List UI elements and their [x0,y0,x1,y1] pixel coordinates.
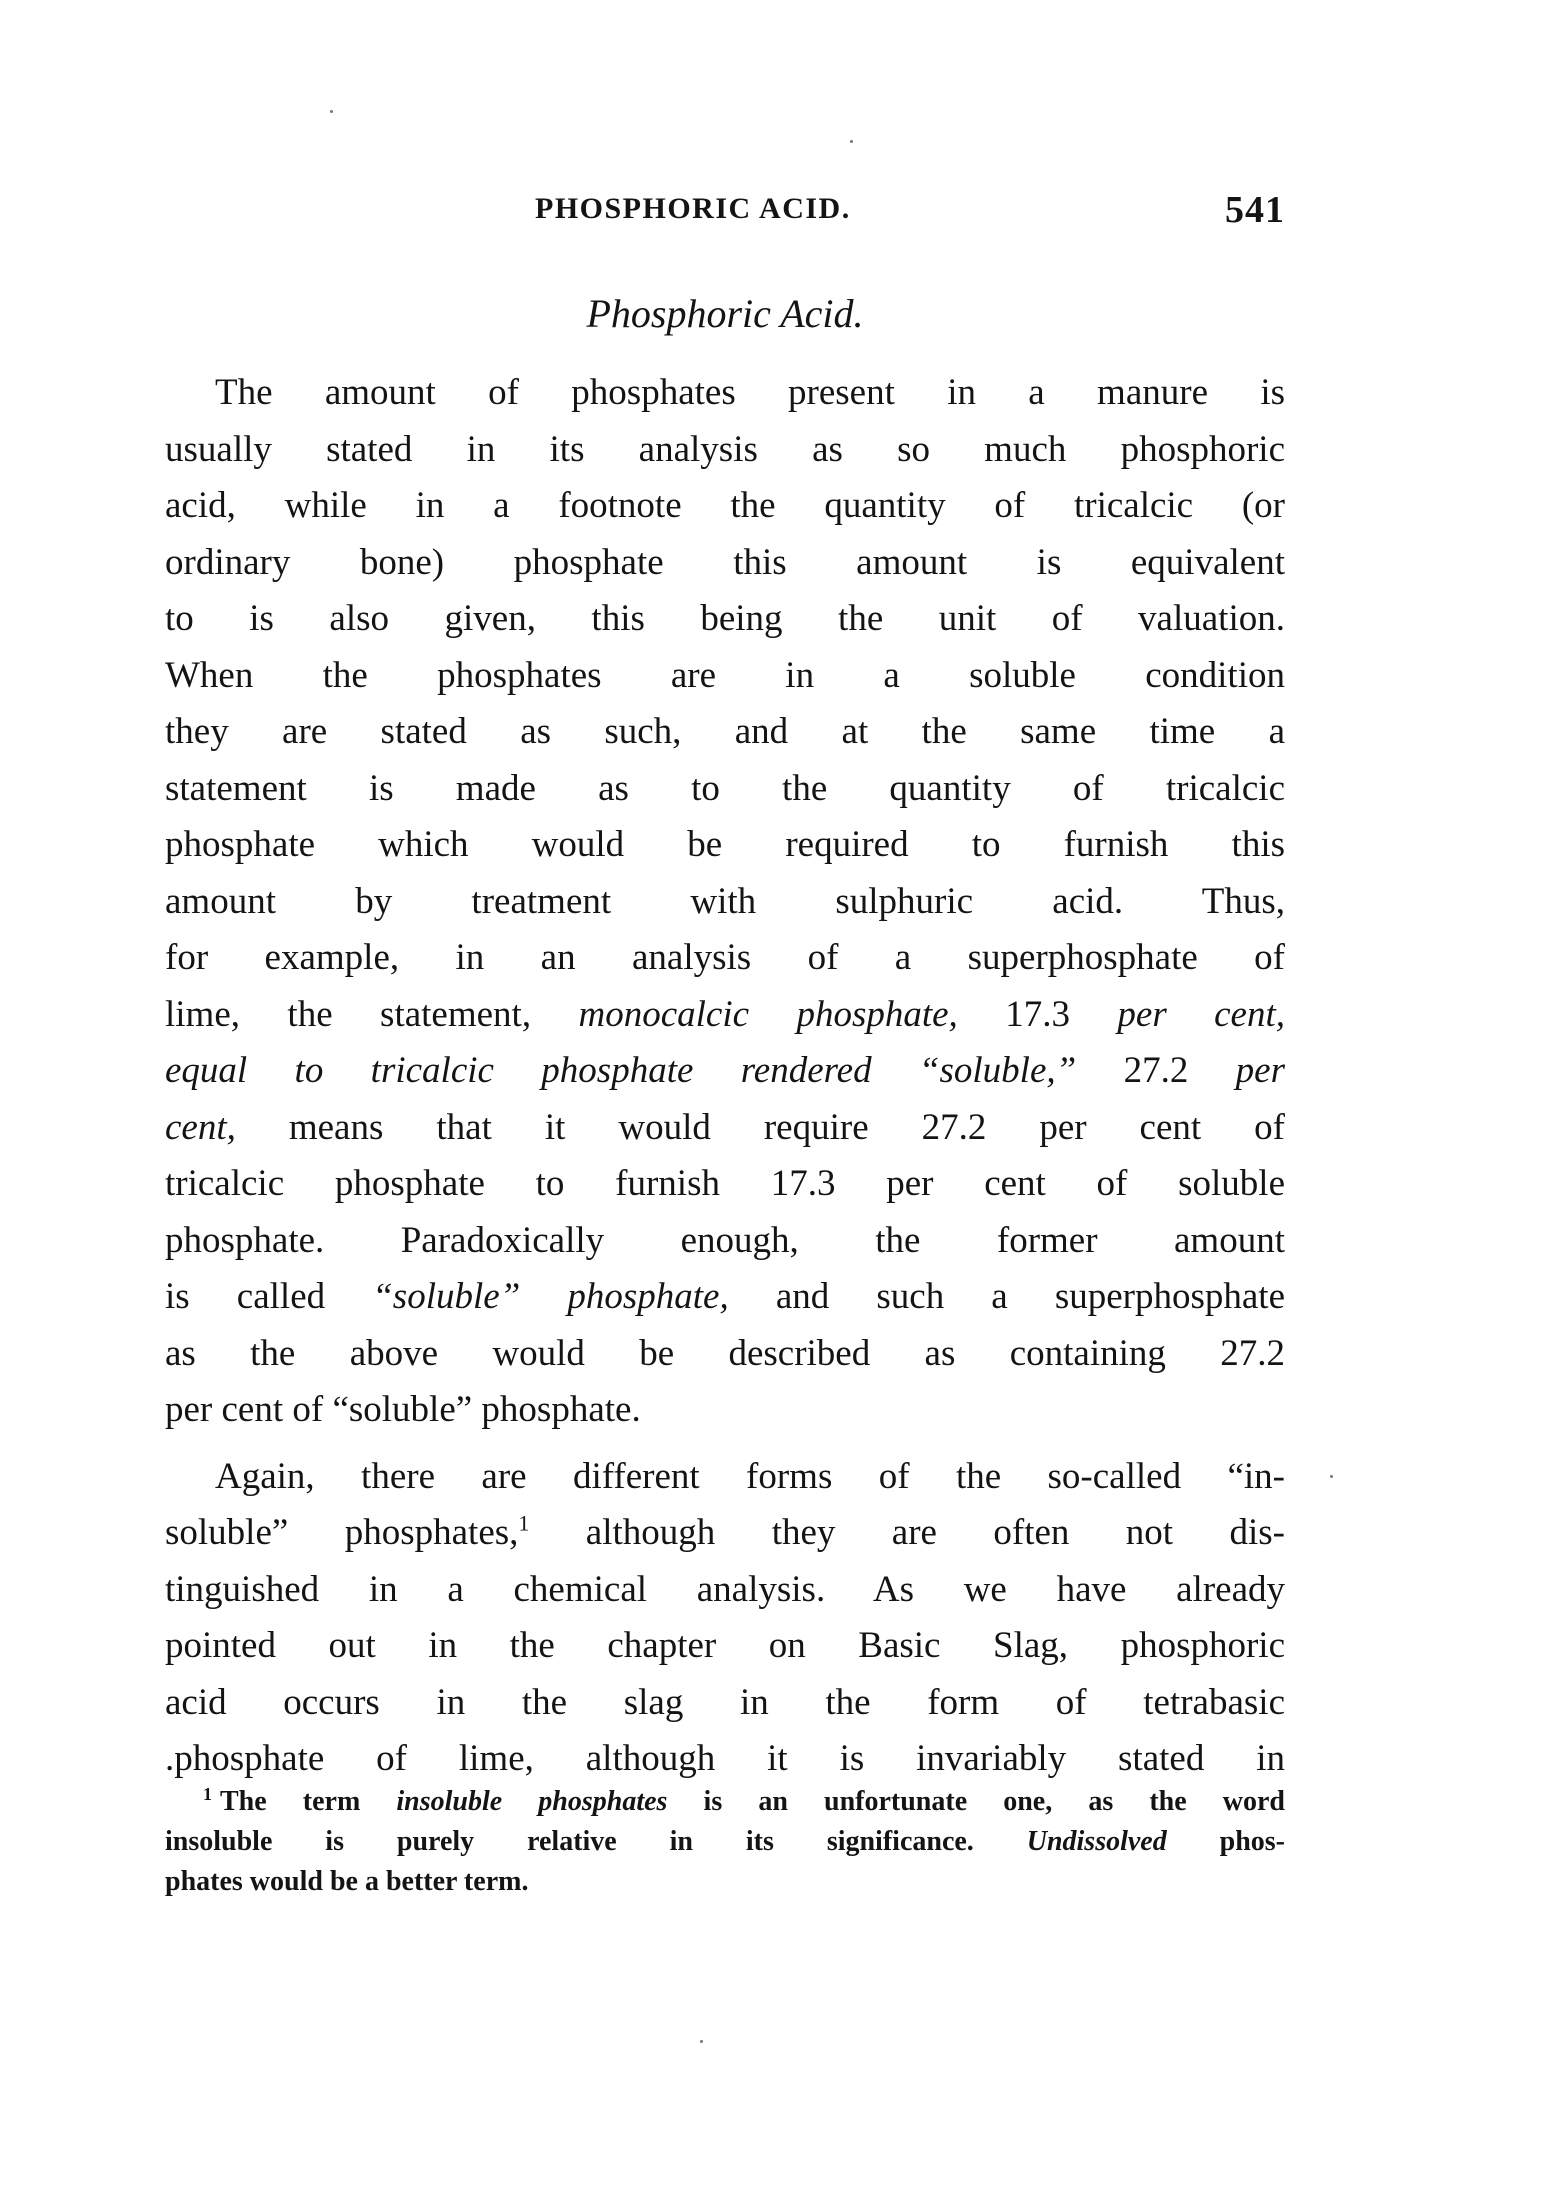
page-number: 541 [1225,189,1285,231]
paragraph-1-line: for example, in an analysis of a superphosphate of [165,937,1285,978]
paragraph-1-line: The amount of phosphates present in a manure is [215,372,1285,413]
paragraph-1-line [165,1043,1285,1100]
italic-run: cent, [165,1106,236,1148]
italic-run: insoluble phosphates [396,1786,668,1817]
scan-speck [850,140,853,143]
paragraph-1-line: tricalcic phosphate to furnish 17.3 per cent of soluble [165,1163,1285,1204]
text-run: 27.2 [1076,1050,1236,1091]
scan-speck [1330,1475,1333,1478]
scan-speck [330,110,333,113]
footnote-line: phates would be a better term. [165,1866,529,1897]
paragraph-1-line: acid, while in a footnote the quantity of tricalcic (or [165,485,1285,526]
paragraph-1-line [165,1100,1285,1157]
paragraph-1-line: ordinary bone) phosphate this amount is equivalent [165,541,1285,583]
paragraph-2-line: acid occurs in the slag in the form of tetrabasic [165,1681,1285,1723]
paragraph-1-line: amount by treatment with sulphuric acid. Thus, [165,880,1285,922]
paragraph-1-line: phosphate. Paradoxically enough, the former amount [165,1219,1285,1261]
section-title: Phosphoric Acid. [586,291,864,336]
paragraph-2-line: Again, there are different forms of the so-called “in- [215,1455,1285,1497]
footnote-line [165,1822,1285,1862]
paragraph-2-line: .phosphate of lime, although it is invariably stated in [165,1738,1285,1779]
body-text [165,365,1285,1788]
italic-run: monocalcic phosphate, [578,993,958,1035]
italic-run: per cent, [1117,993,1285,1035]
paragraph-1-line [165,1269,1285,1326]
paragraph-1-line [165,987,1285,1044]
footnote [165,1782,1285,1902]
text-run: although they are often not dis- [529,1512,1285,1553]
running-head: PHOSPHORIC ACID. [535,192,851,225]
paragraph-1-line: as the above would be described as containing 27.2 [165,1332,1285,1374]
paragraph-1-line: When the phosphates are in a soluble condition [165,654,1285,696]
footnote-mark: 1 [203,1783,212,1804]
text-run: phos- [1166,1826,1285,1857]
text-run: is called [165,1276,373,1317]
text-run: 17.3 [957,993,1118,1035]
text-run: The term [220,1786,397,1817]
italic-run: equal to tricalcic phosphate rendered “soluble,” [165,1050,1077,1091]
paragraph-2-line: pointed out in the chapter on Basic Slag, phosphoric [165,1625,1285,1666]
paragraph-2-line: tinguished in a chemical analysis. As we have already [165,1568,1285,1610]
text-run: lime, the statement, [165,993,579,1035]
paragraph-1-line: to is also given, this being the unit of valuation. [165,598,1285,639]
text-run: soluble” phosphates, [165,1512,519,1553]
paragraph-gap [165,1439,1285,1449]
paragraph-1-line: statement is made as to the quantity of tricalcic [165,767,1285,809]
italic-run: Undissolved [1026,1826,1167,1857]
paragraph-1-line: usually stated in its analysis as so much phosphoric [165,428,1285,470]
page-header [165,188,1285,238]
paragraph-2-line [165,1505,1285,1562]
footnote-reference[interactable]: 1 [518,1510,530,1536]
text-run: insoluble is purely relative in its significance. [165,1826,1027,1857]
paragraph-1-line: phosphate which would be required to furnish this [165,824,1285,865]
text-run: and such a superphosphate [728,1276,1285,1317]
paragraph-1-line: they are stated as such, and at the same time a [165,711,1285,752]
paragraph-1-line: per cent of “soluble” phosphate. [165,1389,641,1430]
text-run: is an unfortunate one, as the word [667,1786,1285,1817]
scan-speck [700,2040,703,2043]
italic-run: per [1235,1050,1285,1091]
footnote-line [165,1782,1285,1822]
italic-run: “soluble” phosphate, [372,1276,729,1317]
text-run: means that it would require 27.2 per cent of [235,1106,1285,1148]
